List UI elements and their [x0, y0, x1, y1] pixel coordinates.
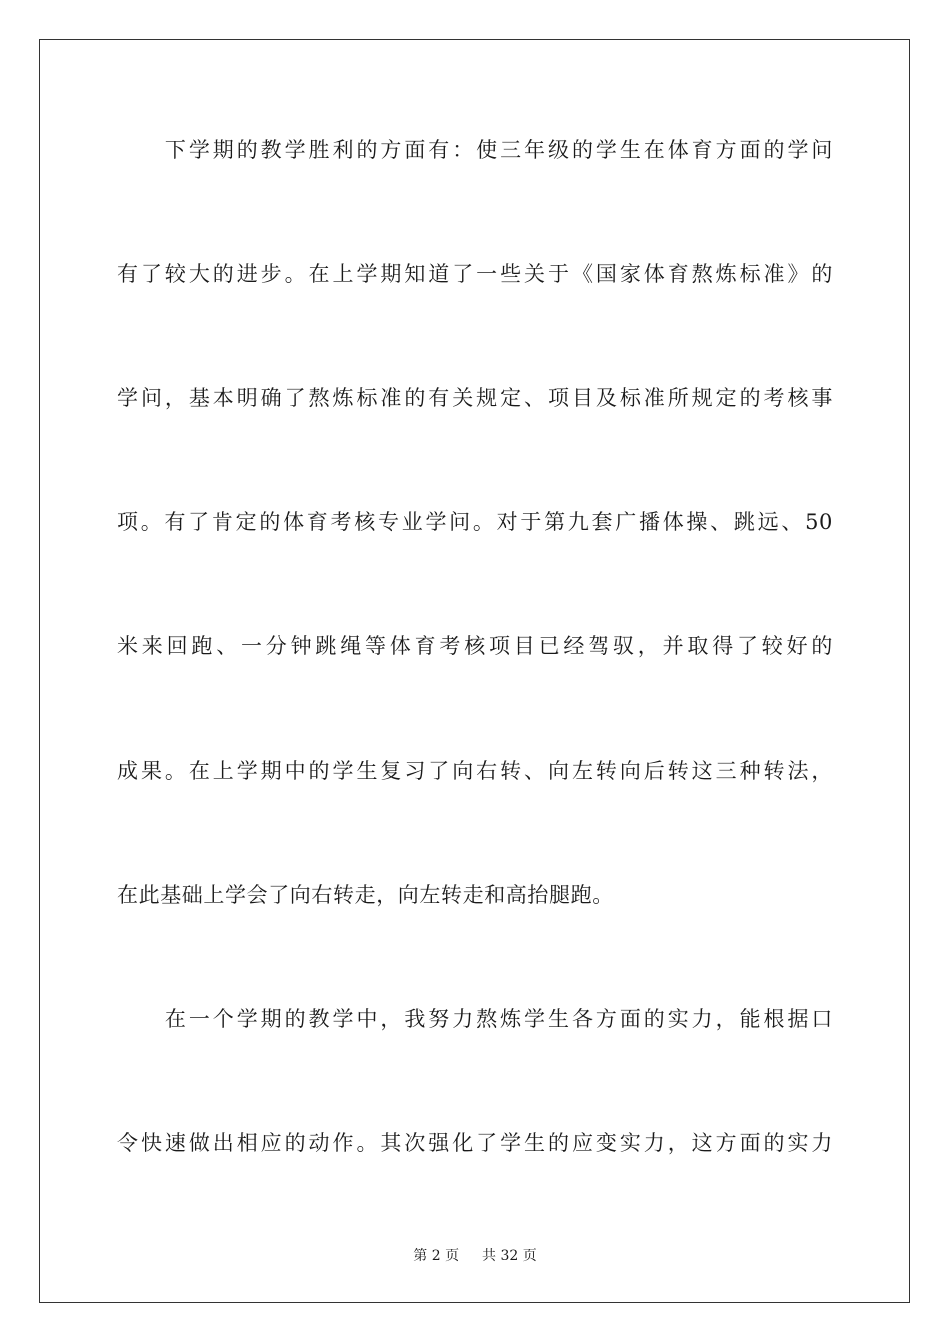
text-line-6: 成果。在上学期中的学生复习了向右转、向左转向后转这三种转法，: [117, 759, 833, 783]
page-footer: [0, 1246, 950, 1266]
text-line-7: 在此基础上学会了向右转走，向左转走和高抬腿跑。: [117, 883, 614, 907]
text-line-1: 下学期的教学胜利的方面有：使三年级的学生在体育方面的学问: [117, 138, 833, 162]
text-line-8: 在一个学期的教学中，我努力熬炼学生各方面的实力，能根据口: [117, 1007, 833, 1031]
text-line-4: 项。有了肯定的体育考核专业学问。对于第九套广播体操、跳远、50: [117, 510, 833, 534]
text-line-2: 有了较大的进步。在上学期知道了一些关于《国家体育熬炼标准》的: [117, 262, 833, 286]
text-line-3: 学问，基本明确了熬炼标准的有关规定、项目及标准所规定的考核事: [117, 386, 833, 410]
text-line-5: 米来回跑、一分钟跳绳等体育考核项目已经驾驭，并取得了较好的: [117, 634, 833, 658]
text-line-9: 令快速做出相应的动作。其次强化了学生的应变实力，这方面的实力: [117, 1131, 833, 1155]
page-number: 第 2 页: [413, 1248, 460, 1264]
page-border: [39, 39, 910, 1303]
page-total: 共 32 页: [482, 1248, 537, 1264]
